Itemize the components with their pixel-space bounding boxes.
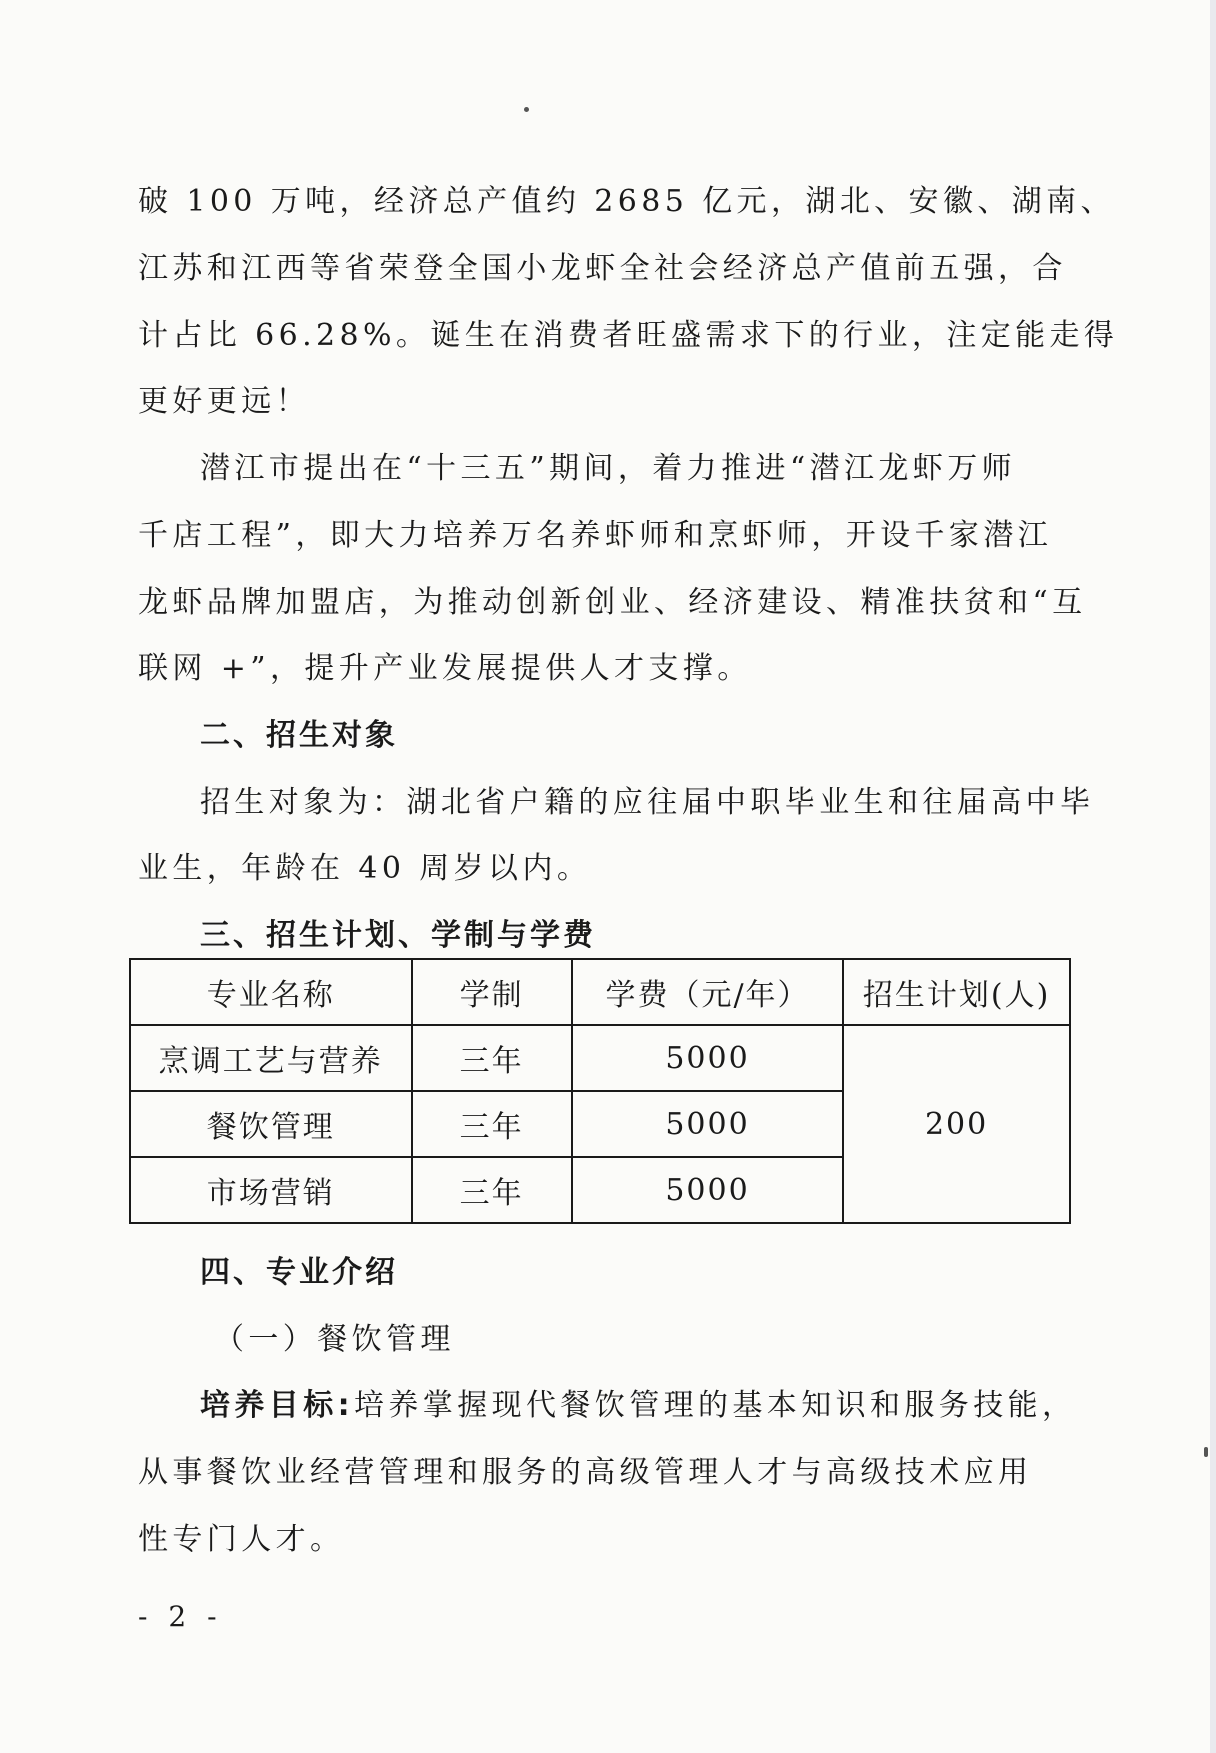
table-cell: 三年 bbox=[412, 1157, 572, 1223]
table-header-cell: 招生计划(人) bbox=[843, 959, 1070, 1025]
table-cell: 市场营销 bbox=[130, 1157, 412, 1223]
body-text-line: 从事餐饮业经营管理和服务的高级管理人才与高级技术应用 bbox=[138, 1455, 1033, 1490]
scan-speck bbox=[524, 107, 529, 112]
body-text-line: 破 100 万吨，经济总产值约 2685 亿元，湖北、安徽、湖南、 bbox=[138, 184, 1115, 219]
training-goal-label: 培养目标: bbox=[200, 1388, 354, 1423]
table-header-cell: 学制 bbox=[412, 959, 572, 1025]
section-heading: 三、招生计划、学制与学费 bbox=[200, 918, 596, 953]
table-row bbox=[130, 1025, 1070, 1091]
subsection-heading: （一）餐饮管理 bbox=[214, 1322, 455, 1357]
table-cell: 5000 bbox=[572, 1091, 843, 1157]
body-text-line: 潜江市提出在“十三五”期间，着力推进“潜江龙虾万师 bbox=[200, 451, 1017, 486]
body-text-line: 业生，年龄在 40 周岁以内。 bbox=[138, 851, 592, 886]
table-cell-total-plan: 200 bbox=[843, 1025, 1070, 1223]
body-text-line: 龙虾品牌加盟店，为推动创新创业、经济建设、精准扶贫和“互 bbox=[138, 585, 1087, 620]
table-cell: 三年 bbox=[412, 1025, 572, 1091]
scan-edge bbox=[1210, 0, 1216, 1753]
table-cell: 烹调工艺与营养 bbox=[130, 1025, 412, 1091]
table-cell: 三年 bbox=[412, 1091, 572, 1157]
section-heading: 四、专业介绍 bbox=[200, 1255, 398, 1290]
scan-speck bbox=[1204, 1447, 1208, 1457]
table-header-cell: 专业名称 bbox=[130, 959, 412, 1025]
training-goal-text: 培养掌握现代餐饮管理的基本知识和服务技能， bbox=[354, 1388, 1077, 1423]
table-cell: 5000 bbox=[572, 1157, 843, 1223]
section-heading: 二、招生对象 bbox=[200, 718, 398, 753]
body-text-line: 千店工程”，即大力培养万名养虾师和烹虾师，开设千家潜江 bbox=[138, 518, 1053, 553]
table-cell: 餐饮管理 bbox=[130, 1091, 412, 1157]
enrollment-plan-table bbox=[129, 958, 1071, 1224]
table-header-row bbox=[130, 959, 1070, 1025]
body-text-line: 性专门人才。 bbox=[138, 1522, 345, 1557]
body-text-line: 江苏和江西等省荣登全国小龙虾全社会经济总产值前五强，合 bbox=[138, 251, 1067, 286]
body-text-line: 招生对象为：湖北省户籍的应往届中职毕业生和往届高中毕 bbox=[200, 785, 1095, 820]
page-number: - 2 - bbox=[138, 1600, 223, 1633]
body-text-line: 联网 +”，提升产业发展提供人才支撑。 bbox=[138, 651, 752, 686]
body-text-line: 更好更远！ bbox=[138, 384, 310, 419]
body-text-line: 计占比 66.28%。诞生在消费者旺盛需求下的行业，注定能走得 bbox=[138, 318, 1119, 353]
table-cell: 5000 bbox=[572, 1025, 843, 1091]
body-text-line bbox=[200, 1384, 1077, 1428]
table-header-cell: 学费（元/年） bbox=[572, 959, 843, 1025]
